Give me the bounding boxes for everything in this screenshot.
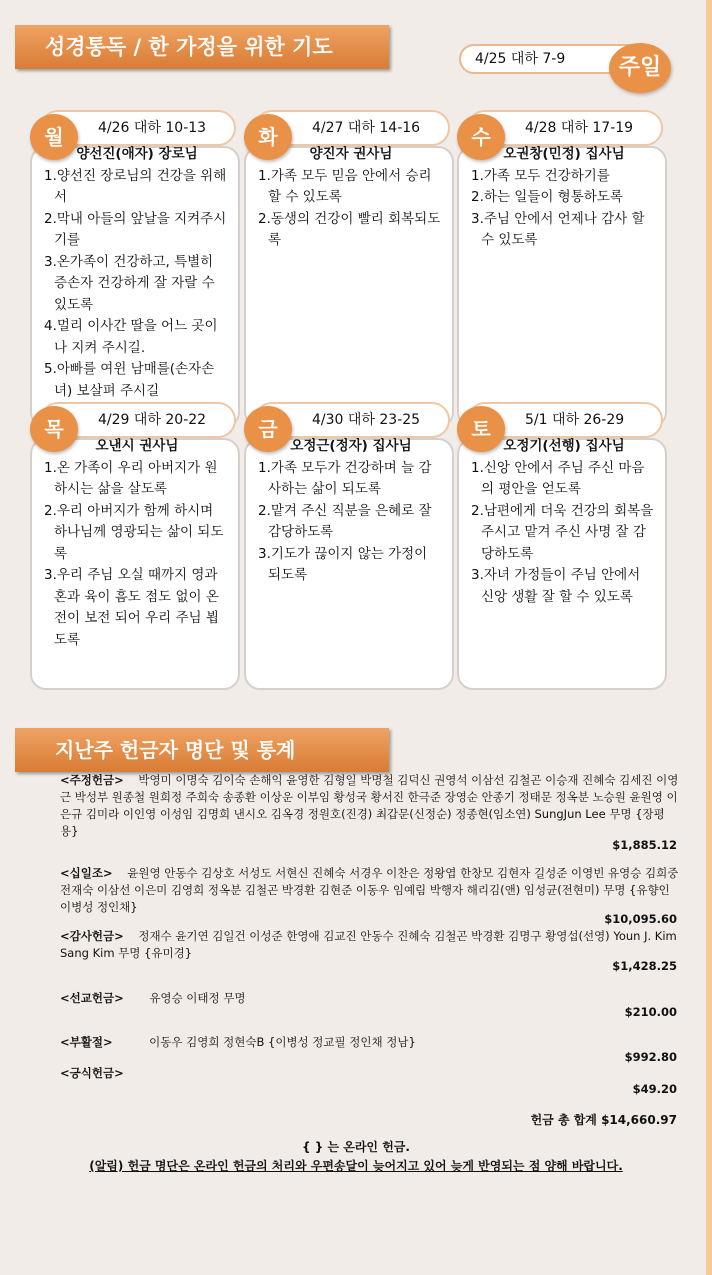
- offering-tithe: [60, 865, 680, 916]
- day-card-body: [457, 146, 667, 428]
- day-reading: 4/27 대하 14-16: [254, 110, 450, 146]
- delay-notice: (알림) 헌금 명단은 온라인 헌금의 처리와 우편송달이 늦어지고 있어 늦게 반영되는 점 양해 바랍니다.: [89, 1159, 623, 1173]
- prayer-item: 1.가족 모두가 건강하며 늘 감사하는 삶이 되도록: [258, 459, 432, 497]
- offering-amount: $210.00: [624, 1005, 677, 1019]
- offering-names: 유영승 이태정 무명: [149, 991, 246, 1005]
- day-circle: 토: [457, 406, 505, 452]
- day-circle: 금: [244, 406, 292, 452]
- prayer-item: 3.온가족이 건강하고, 특별히 증손자 건강하게 잘 자랄 수 있도록: [44, 253, 215, 313]
- offering-label: <선교헌금>: [60, 991, 124, 1005]
- prayer-item: 2.동생의 건강이 빨리 회복되도록: [258, 210, 441, 248]
- offering-amount: $992.80: [624, 1050, 677, 1064]
- family-name: 오정근(정자) 집사님: [290, 438, 412, 454]
- offering-mission: [60, 990, 680, 1007]
- offering-amount: $1,885.12: [612, 838, 677, 852]
- offering-thanks: [60, 928, 680, 962]
- prayer-section-banner: 성경통독 / 한 가정을 위한 기도: [15, 25, 389, 69]
- day-reading: 4/30 대하 23-25: [254, 402, 450, 438]
- offering-amount: $10,095.60: [604, 912, 677, 926]
- prayer-item: 3.기도가 끊이지 않는 가정이 되도록: [258, 545, 428, 583]
- day-circle: 월: [30, 114, 78, 160]
- day-card-body: [30, 438, 240, 690]
- prayer-item: 3.자녀 가정들이 주님 안에서 신앙 생활 잘 할 수 있도록: [471, 567, 641, 605]
- offering-names: 박영미 이명숙 김이숙 손해익 윤영한 김형일 박명철 김덕신 권영석 이삼선 김철곤 이승재 진혜숙 김세진 이영근 박성부 원종철 원희정 주희숙 송종환 이상운 이부임 황성국 황서진 한극준 장영순 안종기 정태문 정옥분 노승원 윤원영 이은규 김미라 이인영 이성임 김명희 낸시오 김옥경 정원호(진경) 최갑문(신정순) 정종현(임소연) SungJun Lee 무명 {장평용}: [60, 773, 679, 838]
- family-name: 양진자 권사님: [309, 146, 393, 162]
- offering-label: <부활절>: [60, 1035, 113, 1049]
- offering-amount: $1,428.25: [612, 959, 677, 973]
- offering-names: 이동우 김영희 정현숙B {이병성 정교필 정인채 정남}: [149, 1035, 416, 1049]
- offering-label: <주정헌금>: [60, 773, 124, 787]
- offering-easter: [60, 1034, 680, 1051]
- prayer-item: 2.남편에게 더욱 건강의 회복을 주시고 맡겨 주신 사명 잘 감당하도록: [471, 502, 654, 562]
- offering-names: 윤원영 안동수 김상호 서성도 서현신 진혜숙 서경우 이찬은 정왕엽 한창모 김현자 길성준 이영빈 유영승 김희중 전재숙 이삼선 이은미 김영희 정옥분 김철곤 박경환 김현준 이동우 임예림 박행자 해리김(앤) 임성균(전현미) 무명 {유향인 이병성 정인채}: [60, 866, 679, 914]
- day-circle: 화: [244, 114, 292, 160]
- day-reading: 5/1 대하 26-29: [467, 402, 663, 438]
- day-card-body: [244, 146, 454, 428]
- offering-label: <십일조>: [60, 866, 113, 880]
- day-reading: 4/28 대하 17-19: [467, 110, 663, 146]
- prayer-item: 2.막내 아들의 앞날을 지켜주시기를: [44, 210, 227, 248]
- family-name: 오권창(민정) 집사님: [503, 146, 625, 162]
- offering-section-banner: 지난주 헌금자 명단 및 통계: [15, 728, 389, 772]
- offering-label: <긍식헌금>: [60, 1066, 124, 1080]
- day-card-body: [244, 438, 454, 690]
- prayer-item: 1.온 가족이 우리 아버지가 원하시는 삶을 살도록: [44, 459, 218, 497]
- offering-total: 헌금 총 합계 $14,660.97: [530, 1113, 677, 1127]
- offering-tithe-weekly: [60, 772, 680, 840]
- prayer-item: 3.주님 안에서 언제나 감사 할 수 있도록: [471, 210, 645, 248]
- prayer-item: 5.아빠를 여윈 남매를(손자손녀) 보살펴 주시길: [44, 361, 215, 399]
- online-note: { } 는 온라인 헌금.: [302, 1140, 410, 1154]
- prayer-item: 3.우리 주님 오실 때까지 영과 혼과 육이 흠도 점도 없이 온전이 보전 되어 우리 주님 뵙도록: [44, 567, 219, 648]
- prayer-item: 2.하는 일들이 형통하도록: [471, 189, 623, 205]
- offering-amount: $49.20: [632, 1082, 677, 1096]
- right-edge-stripe: [706, 0, 712, 1275]
- prayer-item: 1.양선진 장로님의 건강을 위해서: [44, 167, 227, 205]
- sunday-reading: 4/25 대하 7-9: [459, 44, 659, 74]
- family-name: 양선진(애자) 장로님: [76, 146, 198, 162]
- prayer-item: 2.우리 아버지가 함께 하시며 하나님께 영광되는 삶이 되도록: [44, 502, 224, 562]
- sunday-circle: 주일: [609, 43, 671, 93]
- family-name: 오정기(선행) 집사님: [503, 438, 625, 454]
- prayer-item: 1.신앙 안에서 주님 주신 마음의 평안을 얻도록: [471, 459, 645, 497]
- offering-label: <감사헌금>: [60, 929, 124, 943]
- day-circle: 목: [30, 406, 78, 452]
- prayer-item: 4.멀리 이사간 딸을 어느 곳이나 지켜 주시길.: [44, 318, 218, 356]
- family-name: 오낸시 권사님: [95, 438, 179, 454]
- prayer-item: 1.가족 모두 믿음 안에서 승리할 수 있도록: [258, 167, 432, 205]
- offering-names: 정재수 윤기연 김일건 이성준 한영애 김교진 안동수 진혜숙 김철곤 박경환 김명구 황영섭(선영) Youn J. Kim Sang Kim 무명 {유미경}: [60, 929, 677, 960]
- prayer-item: 1.가족 모두 건강하기를: [471, 167, 610, 184]
- day-circle: 수: [457, 114, 505, 160]
- day-card-body: [457, 438, 667, 690]
- day-reading: 4/26 대하 10-13: [40, 110, 236, 146]
- prayer-item: 2.맡겨 주신 직분을 은혜로 잘 감당하도록: [258, 502, 432, 540]
- day-card-body: [30, 146, 240, 428]
- offering-relief: [60, 1065, 680, 1082]
- day-reading: 4/29 대하 20-22: [40, 402, 236, 438]
